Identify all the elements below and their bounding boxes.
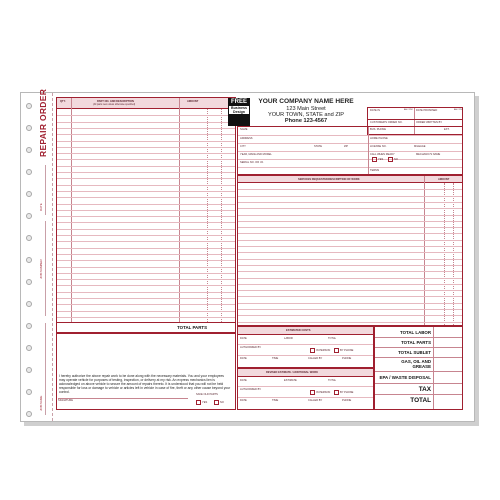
- col-divider-dotted: [453, 183, 454, 325]
- row-divider: [238, 143, 462, 144]
- state-label: STATE: [314, 145, 322, 148]
- parts-row-line[interactable]: [57, 147, 235, 148]
- rev-total-label: TOTAL: [328, 379, 337, 382]
- stub-label-date: DATE: [39, 203, 43, 211]
- parts-row-line[interactable]: [57, 248, 235, 249]
- revised-estimate-box: [237, 368, 374, 410]
- company-city: YOUR TOWN, STATE and ZIP: [267, 111, 345, 118]
- services-row-line[interactable]: [238, 252, 462, 253]
- parts-row-line[interactable]: [57, 210, 235, 211]
- license-no-label: LICENSE NO.: [370, 145, 387, 148]
- signature-label: SIGNATURE: [58, 399, 73, 402]
- stub-field-line: [45, 221, 46, 316]
- checkbox[interactable]: [310, 390, 315, 395]
- services-row-line[interactable]: [238, 278, 462, 279]
- call-yes[interactable]: YES: [372, 157, 383, 162]
- serial-no-label: SERIAL NO. OR I.D.: [240, 161, 264, 164]
- row-divider: [238, 135, 462, 136]
- parts-row-line[interactable]: [57, 172, 235, 173]
- parts-row-line[interactable]: [57, 267, 235, 268]
- parts-row-line[interactable]: [57, 204, 235, 205]
- services-row-line[interactable]: [238, 227, 462, 228]
- parts-row-line[interactable]: [57, 185, 235, 186]
- row-divider: [238, 344, 373, 345]
- services-row-line[interactable]: [238, 246, 462, 247]
- tax-label: TAX: [418, 385, 431, 393]
- address-label: ADDRESS: [240, 137, 253, 140]
- punch-hole: [26, 345, 32, 351]
- parts-row-line[interactable]: [57, 115, 235, 116]
- services-table: [237, 175, 463, 326]
- parts-row-line[interactable]: [57, 292, 235, 293]
- year-make-model-label: YEAR, MAKE AND MODEL: [240, 153, 272, 156]
- city-label: CITY: [240, 145, 246, 148]
- checkbox[interactable]: [310, 348, 315, 353]
- checkbox[interactable]: [388, 157, 393, 162]
- parts-header: [57, 98, 235, 109]
- est-time-label: TIME: [272, 357, 279, 360]
- save-old-parts-label: SAVE OLD PARTS: [196, 393, 218, 396]
- parts-row-line[interactable]: [57, 241, 235, 242]
- est-date-label: DATE: [240, 337, 247, 340]
- services-row-line[interactable]: [238, 303, 462, 304]
- services-row-line[interactable]: [238, 202, 462, 203]
- parts-row-line[interactable]: [57, 134, 235, 135]
- company-name: YOUR COMPANY NAME HERE: [258, 98, 354, 105]
- checkbox[interactable]: [214, 400, 219, 405]
- est-date2-label: DATE: [240, 357, 247, 360]
- company-street: 123 Main Street: [286, 105, 326, 112]
- customer-order-label: CUSTOMER'S ORDER NO.: [370, 121, 403, 124]
- punch-hole: [26, 169, 32, 175]
- bus-phone-label: BUS. PHONE: [370, 128, 386, 131]
- authorization-text: I hereby authorize the above repair work to be done along with the necessary materials. You and your employees may operate vehicle for purposes of testing, inspection, or delivery at my risk. An express mechanics lien is acknowledged on above vehicle to secure the amount of repairs thereto. It is understood that you will not be held responsible for loss or damage to vehicle or articles left in vehicle in case of fire, theft or any other cause beyond your control.: [59, 374, 231, 394]
- parts-table: [56, 97, 236, 333]
- services-row-line[interactable]: [238, 265, 462, 266]
- parts-row-line[interactable]: [57, 159, 235, 160]
- row-divider: [375, 347, 462, 348]
- call-when-ready-label: CALL WHEN READY: [370, 153, 395, 156]
- date-promised-label: DATE PROMISED: [416, 109, 438, 112]
- terms-label: TERMS: [370, 169, 380, 172]
- save-old-parts-no[interactable]: NO: [214, 400, 224, 405]
- total-sublet-label: TOTAL SUBLET: [398, 350, 431, 355]
- punch-hole: [26, 367, 32, 373]
- rev-by-phone[interactable]: BY PHONE: [334, 390, 353, 395]
- summary-total-parts-label: TOTAL PARTS: [401, 340, 431, 345]
- parts-row-line[interactable]: [57, 254, 235, 255]
- punch-hole: [26, 125, 32, 131]
- grand-total-label: TOTAL: [410, 397, 431, 404]
- rev-date-label: DATE: [240, 379, 247, 382]
- col-divider: [368, 127, 369, 174]
- row-divider: [375, 383, 462, 384]
- am-pm-label: AM / PM: [404, 109, 413, 111]
- stub-title: REPAIR ORDER: [38, 88, 48, 157]
- services-row-line[interactable]: [238, 221, 462, 222]
- total-parts-label: TOTAL PARTS: [177, 325, 207, 330]
- estimated-header-label: ESTIMATED COSTS: [286, 329, 311, 332]
- parts-row-line[interactable]: [57, 235, 235, 236]
- rev-authorized-label: AUTHORIZED BY: [240, 388, 262, 391]
- col-amount-label: AMOUNT: [187, 100, 199, 103]
- est-total-label: TOTAL: [328, 337, 337, 340]
- services-row-line[interactable]: [238, 196, 462, 197]
- row-divider: [238, 386, 373, 387]
- row-divider: [375, 394, 462, 395]
- zip-label: ZIP: [344, 145, 349, 148]
- save-old-parts-yes[interactable]: YES: [196, 400, 207, 405]
- punch-hole: [26, 279, 32, 285]
- punch-hole: [26, 301, 32, 307]
- checkbox[interactable]: [334, 390, 339, 395]
- am-pm-label: AM / PM: [454, 109, 463, 111]
- ext-label: EXT.: [444, 128, 450, 131]
- checkbox[interactable]: [372, 157, 377, 162]
- services-header-label: SERVICES REQUESTED/DESCRIPTION OF WORK: [298, 177, 360, 181]
- parts-row-line[interactable]: [57, 216, 235, 217]
- date-in-label: DATE IN: [370, 109, 381, 112]
- mechanic-name-label: MECHANIC'S NAME: [416, 153, 441, 156]
- parts-row-line[interactable]: [57, 122, 235, 123]
- parts-row-line[interactable]: [57, 285, 235, 286]
- parts-total-divider: [57, 322, 235, 323]
- est-in-person[interactable]: IN PERSON: [310, 348, 330, 353]
- badge-free-text: FREE: [230, 99, 247, 105]
- col-qty-label: QTY.: [60, 100, 66, 103]
- home-phone-label: HOME PHONE: [370, 137, 388, 140]
- parts-row-line[interactable]: [57, 166, 235, 167]
- col-desc-note: (All parts new unless otherwise specified): [93, 103, 136, 106]
- totals-box: [374, 326, 463, 410]
- row-divider: [238, 167, 462, 168]
- stub-label-job-name: JOB NAME: [39, 395, 43, 411]
- mileage-label: MILEAGE: [414, 145, 426, 148]
- order-written-by-label: ORDER WRITTEN BY: [416, 121, 443, 124]
- parts-row-line[interactable]: [57, 128, 235, 129]
- services-row-line[interactable]: [238, 208, 462, 209]
- services-row-line[interactable]: [238, 322, 462, 323]
- parts-row-line[interactable]: [57, 298, 235, 299]
- parts-row-line[interactable]: [57, 222, 235, 223]
- punch-hole: [26, 103, 32, 109]
- call-no[interactable]: NO: [388, 157, 398, 162]
- row-divider: [375, 371, 462, 372]
- services-row-line[interactable]: [238, 284, 462, 285]
- punch-hole: [26, 389, 32, 395]
- est-called-by-label: CALLED BY: [308, 357, 323, 360]
- total-labor-label: TOTAL LABOR: [400, 330, 431, 335]
- punch-hole: [26, 235, 32, 241]
- services-row-line[interactable]: [238, 240, 462, 241]
- services-amount-label: AMOUNT: [438, 177, 450, 181]
- parts-row-line[interactable]: [57, 260, 235, 261]
- parts-row-line[interactable]: [57, 197, 235, 198]
- revised-header-label: REVISED ESTIMATE / ADDITIONAL WORK: [266, 371, 318, 374]
- est-labor-label: LABOR: [284, 337, 293, 340]
- col-divider: [433, 327, 434, 409]
- stub-label-job-number: JOB NUMBER: [39, 259, 43, 279]
- parts-row-line[interactable]: [57, 273, 235, 274]
- punch-hole: [26, 323, 32, 329]
- row-divider: [238, 355, 373, 356]
- services-row-line[interactable]: [238, 259, 462, 260]
- row-divider: [368, 119, 462, 120]
- name-label: NAME: [240, 128, 248, 131]
- punch-hole: [26, 213, 32, 219]
- punch-hole: [26, 147, 32, 153]
- services-row-line[interactable]: [238, 315, 462, 316]
- stub-field-line: [45, 323, 46, 415]
- parts-row-line[interactable]: [57, 279, 235, 280]
- signature-line[interactable]: [58, 398, 188, 399]
- est-by-phone[interactable]: BY PHONE: [334, 348, 353, 353]
- rev-date2-label: DATE: [240, 399, 247, 402]
- est-phone-label: PHONE: [342, 357, 352, 360]
- row-divider: [238, 151, 462, 152]
- services-row-line[interactable]: [238, 233, 462, 234]
- parts-row-line[interactable]: [57, 178, 235, 179]
- est-authorized-label: AUTHORIZED BY: [240, 346, 262, 349]
- checkbox[interactable]: [196, 400, 201, 405]
- services-row-line[interactable]: [238, 309, 462, 310]
- stub-strip: [21, 88, 53, 421]
- gas-oil-grease-label: GAS, OIL AND GREASE: [401, 358, 431, 369]
- parts-row-line[interactable]: [57, 311, 235, 312]
- row-divider: [375, 337, 462, 338]
- row-divider: [238, 397, 373, 398]
- rev-estimate-label: ESTIMATE: [284, 379, 297, 382]
- estimated-costs-box: [237, 326, 374, 368]
- parts-row-line[interactable]: [57, 317, 235, 318]
- rev-called-by-label: CALLED BY: [308, 399, 323, 402]
- services-row-line[interactable]: [238, 290, 462, 291]
- company-phone: Phone 123-4567: [284, 118, 328, 125]
- col-desc-label: PART NO. AND DESCRIPTION: [97, 100, 134, 103]
- parts-row-line[interactable]: [57, 191, 235, 192]
- checkbox[interactable]: [334, 348, 339, 353]
- services-row-line[interactable]: [238, 215, 462, 216]
- rev-time-label: TIME: [272, 399, 279, 402]
- customer-info-box: [237, 126, 463, 175]
- parts-row-line[interactable]: [57, 304, 235, 305]
- col-divider-dotted: [444, 183, 445, 325]
- services-row-line[interactable]: [238, 189, 462, 190]
- services-row-line[interactable]: [238, 296, 462, 297]
- punch-hole: [26, 411, 32, 417]
- parts-row-line[interactable]: [57, 141, 235, 142]
- parts-row-line[interactable]: [57, 229, 235, 230]
- badge-line-1: Business: [229, 106, 249, 110]
- business-design-badge: [228, 98, 250, 126]
- row-divider: [238, 159, 462, 160]
- stub-field-line: [45, 165, 46, 215]
- badge-line-2: Design: [229, 110, 249, 114]
- punch-hole: [26, 191, 32, 197]
- parts-row-line[interactable]: [57, 153, 235, 154]
- company-block: [256, 98, 356, 125]
- rev-phone-label: PHONE: [342, 399, 352, 402]
- punch-hole: [26, 257, 32, 263]
- services-row-line[interactable]: [238, 271, 462, 272]
- epa-waste-label: EPA / WASTE DISPOSAL: [379, 375, 431, 380]
- rev-in-person[interactable]: IN PERSON: [310, 390, 330, 395]
